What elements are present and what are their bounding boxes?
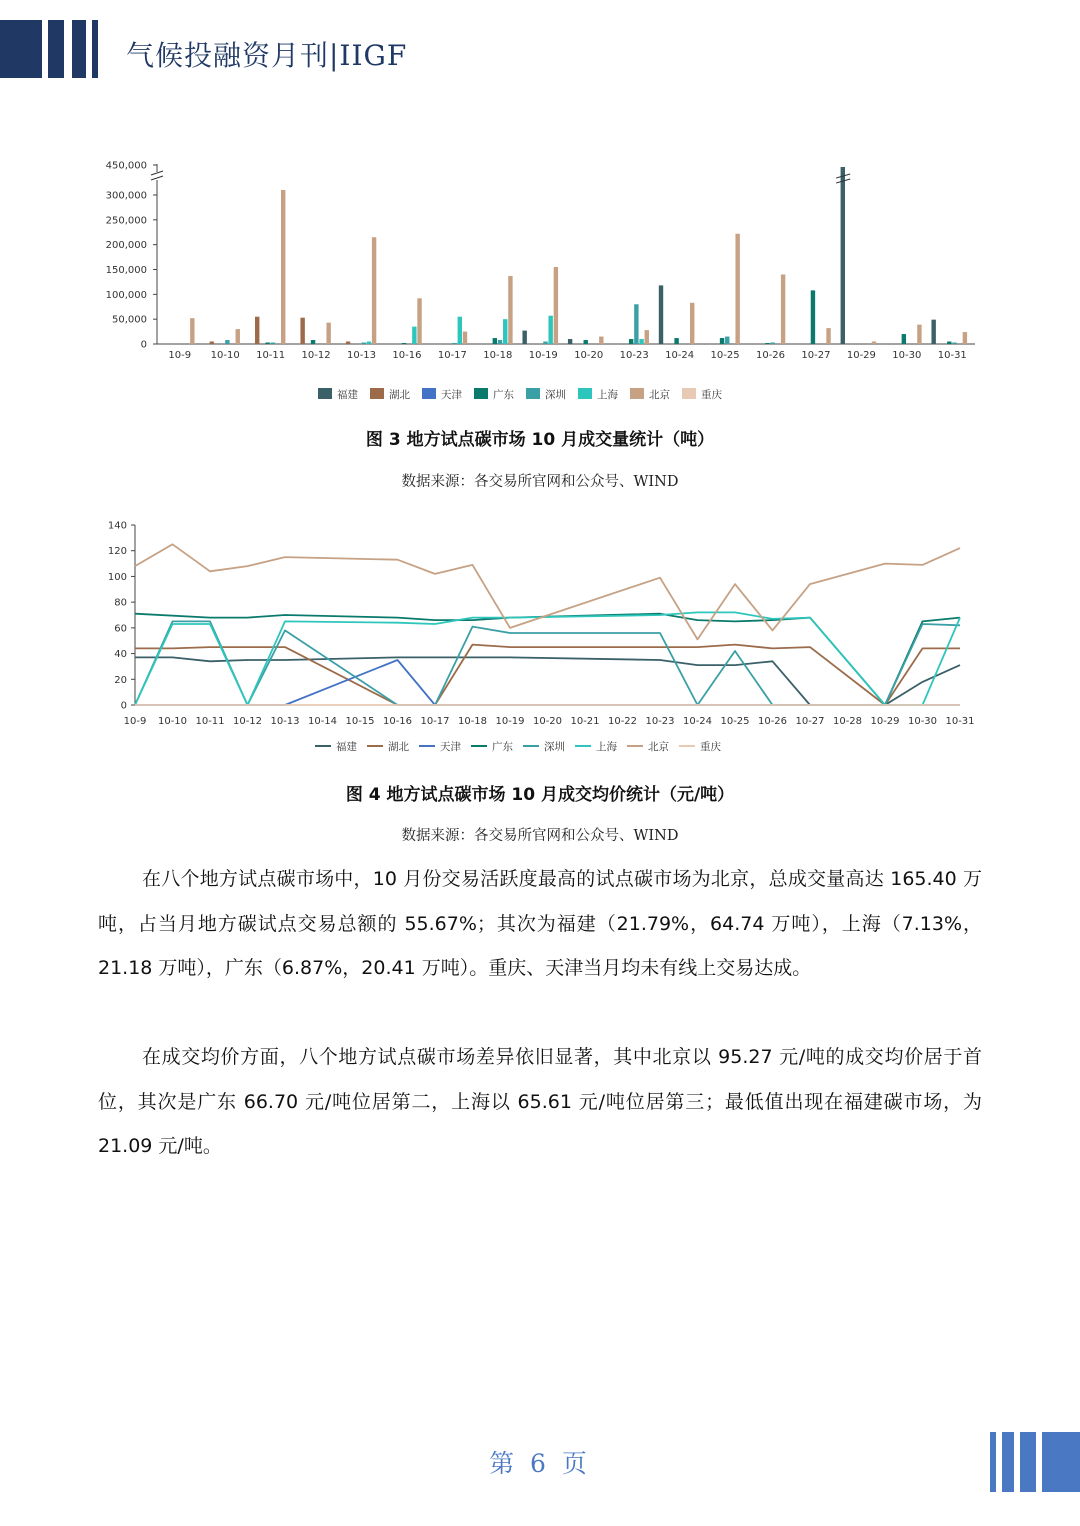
legend-swatch [578,388,592,399]
body-paragraph-1: 在八个地方试点碳市场中，10 月份交易活跃度最高的试点碳市场为北京，总成交量高达 165.40 万吨，占当月地方碳试点交易总额的 55.67%；其次为福建（21.79%，64.74 万吨），上海（7.13%，21.18 万吨），广东（6.87%，20.41 万吨）。重庆、天津当月均未有线上交易达成。 [98,868,982,979]
x-tick-label: 10-20 [532,716,563,727]
legend-label: 北京 [649,389,670,401]
y-tick-label: 140 [107,520,127,532]
x-tick-label: 10-14 [307,716,338,727]
legend-swatch [370,388,384,399]
x-tick-label: 10-24 [665,350,695,361]
x-tick-label: 10-18 [457,716,488,727]
header-title: 气候投融资月刊|IIGF [126,39,408,72]
bar [690,303,694,344]
x-tick-label: 10-28 [832,716,863,727]
y-tick-label: 0 [120,700,127,712]
price-line-chart [0,515,1080,760]
bar [508,276,512,344]
bar [367,342,371,344]
x-tick-label: 10-26 [757,716,788,727]
bar [599,337,603,344]
y-tick-label: 100 [107,571,127,583]
bar [236,329,240,344]
legend-swatch [318,388,332,399]
y-tick-label: 300,000 [105,190,147,202]
y-tick-label: 50,000 [112,314,147,326]
figure4-source: 数据来源：各交易所官网和公众号、WIND [401,828,679,844]
x-tick-label: 10-15 [345,716,375,727]
bar [674,338,678,344]
y-tick-label: 60 [114,623,127,635]
legend-label: 福建 [336,741,357,753]
legend-swatch [526,388,540,399]
bar [781,274,785,344]
bar [326,323,330,344]
y-tick-label: 200,000 [105,240,147,252]
bar [300,318,304,344]
bar [225,340,229,344]
bar [639,339,643,344]
figure4-caption: 图 4 地方试点碳市场 10 月成交均价统计（元/吨） [345,785,735,805]
x-tick-label: 10-30 [892,350,922,361]
bar [947,342,951,344]
bar [503,319,507,344]
legend-swatch [682,388,696,399]
bar [931,320,935,344]
bar [458,317,462,344]
x-tick-label: 10-27 [801,350,831,361]
bar [271,343,275,344]
x-tick-label: 10-19 [528,350,558,361]
bar [568,339,572,344]
bar [963,332,967,344]
legend-label: 重庆 [700,741,721,753]
x-tick-label: 10-21 [570,716,600,727]
bar [412,327,416,344]
bar [311,340,315,344]
legend-label: 天津 [440,741,461,753]
y-tick-label: 80 [114,597,127,609]
x-tick-label: 10-19 [495,716,525,727]
bar [917,325,921,344]
legend-swatch [474,388,488,399]
figure3-caption: 图 3 地方试点碳市场 10 月成交量统计（吨） [365,430,715,450]
bar [735,234,739,344]
bar [255,317,259,344]
y-tick-label: 20 [114,674,127,686]
x-tick-label: 10-26 [755,350,786,361]
bar [771,343,775,344]
bar [841,167,845,344]
legend-label: 深圳 [544,741,565,753]
x-tick-label: 10-11 [195,716,225,727]
bar [493,338,497,344]
legend-label: 广东 [493,389,514,401]
bar [362,343,366,344]
x-tick-label: 10-13 [270,716,300,727]
bar [952,343,956,344]
bar [190,318,194,344]
bar [811,290,815,344]
legend-label: 上海 [597,389,618,401]
bar [645,330,649,344]
bar [402,343,406,344]
legend-label: 湖北 [388,741,409,753]
bar [548,316,552,344]
bar [629,339,633,344]
bar [826,328,830,344]
x-tick-label: 10-10 [210,350,240,361]
body-paragraph-2: 在成交均价方面，八个地方试点碳市场差异依旧显著，其中北京以 95.27 元/吨的成交均价居于首位，其次是广东 66.70 元/吨位居第二，上海以 65.61 元/吨位居第三；最低值出现在福建碳市场，为 21.09 元/吨。 [98,1046,982,1157]
bar [522,331,526,344]
legend-label: 广东 [492,741,513,753]
bar [372,237,376,344]
page-number: 第 6 页 [489,1449,591,1478]
x-tick-label: 10-16 [382,716,413,727]
x-tick-label: 10-31 [937,350,967,361]
bar [902,334,906,344]
bar [720,338,724,344]
x-tick-label: 10-20 [574,350,604,361]
bar [584,340,588,344]
bar [872,342,876,344]
bar [765,343,769,344]
bar [265,343,269,344]
y-tick-label: 150,000 [105,265,147,276]
y-tick-label: 120 [107,546,127,558]
x-tick-label: 10-31 [945,716,975,727]
bar [346,342,350,344]
series-line [135,645,960,705]
legend-swatch [422,388,436,399]
x-tick-label: 10-30 [907,716,938,727]
bar [210,342,214,344]
bar [417,298,421,344]
bar [659,285,663,344]
x-tick-label: 10-13 [346,350,377,361]
legend-label: 北京 [648,741,669,753]
legend-label: 天津 [441,389,462,401]
bar [634,304,638,344]
y-tick-label: 40 [114,649,127,661]
x-tick-label: 10-25 [710,350,740,361]
x-tick-label: 10-9 [168,350,192,361]
x-tick-label: 10-17 [420,716,450,727]
x-tick-label: 10-23 [619,350,649,361]
x-tick-label: 10-22 [607,716,638,727]
bar [281,190,285,344]
bar [463,332,467,344]
x-tick-label: 10-29 [846,350,876,361]
x-tick-label: 10-12 [232,716,263,727]
legend-label: 福建 [337,389,358,401]
series-line [135,621,960,705]
x-tick-label: 10-24 [682,716,713,727]
legend-label: 湖北 [389,389,410,401]
y-tick-label: 450,000 [105,160,147,172]
bar [452,343,456,344]
x-tick-label: 10-17 [437,350,467,361]
legend-label: 深圳 [545,389,566,401]
bar [543,342,547,344]
x-tick-label: 10-23 [645,716,675,727]
y-tick-label: 250,000 [105,215,147,227]
x-tick-label: 10-10 [157,716,188,727]
legend-label: 上海 [596,741,617,753]
figure3-source: 数据来源：各交易所官网和公众号、WIND [401,474,679,490]
x-tick-label: 10-11 [256,350,286,361]
legend-swatch [630,388,644,399]
volume-bar-chart [0,150,1080,410]
x-tick-label: 10-29 [870,716,900,727]
legend-label: 重庆 [701,389,722,401]
bar [498,340,502,344]
y-tick-label: 100,000 [105,289,147,301]
x-tick-label: 10-9 [123,716,147,727]
x-tick-label: 10-27 [795,716,825,727]
series-line [135,544,960,639]
bar [554,267,558,344]
x-tick-label: 10-12 [301,350,331,361]
x-tick-label: 10-25 [720,716,750,727]
y-tick-label: 0 [140,339,147,351]
bar [725,337,729,344]
x-tick-label: 10-16 [392,350,422,361]
x-tick-label: 10-18 [483,350,513,361]
